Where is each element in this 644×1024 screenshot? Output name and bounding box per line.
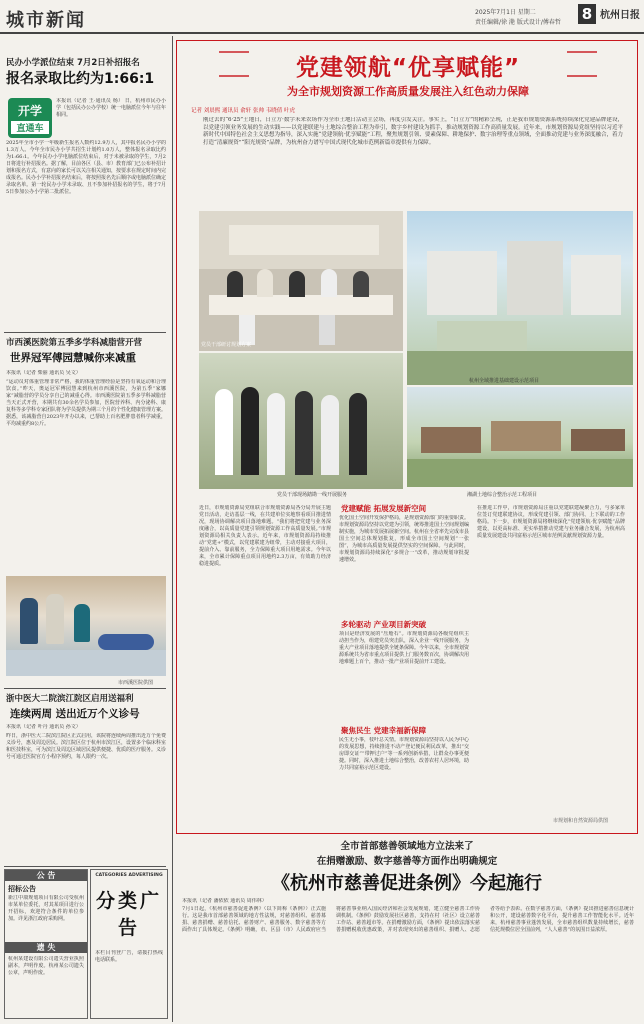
notice-title: 招标公告 [8,885,36,893]
story2-body: “运动员对体重管理非常严格，我的体重管理经验是坚持有氧运动和合理饮食。”昨天，奥运冠军傅园慧来到杭州市西溪医院，为第五季“家娜家”减脂营的学员分享自己的减重心得。市西溪医院第五季多学科减脂营当天正式开营，本期共有30余名学员参加，医院营养科、内分泌科、康复科等多学科专家团队将为学员提供为期三个月的个性化健康管理方案。据悉，该减脂营自2023年开办以来，已帮助上百名肥胖患者科学减重，平均减重约8公斤。 [6,379,166,427]
school-badge [8,98,52,138]
notice-header: 公 告 [5,870,87,881]
notice-body-2: 杭州某建设有限公司遗失营业执照副本，声明作废。杭州某公司遗失公章，声明作废。 [8,956,84,976]
story2-photo [6,576,166,676]
section2-body: 优化国土空间开发保护格局，是规划资源部门的重要职责。市规划资源局坚持以党建为引领，统筹推进国土空间规划编制实施，为城市发展拓展新空间。杭州在全省率先完成市县国土空间总体规划批复，形成全市国土空间规划“一张图”，为城市高质量发展提供坚实的空间保障。与此同时，市规划资源局持续深化“多规合一”改革，推动规划审批提速增效。 [339,515,469,563]
photo-site-caption: 党员干部现场踏勘一线开展服务 [277,492,348,498]
page-number: 8 [578,4,596,24]
photo-meeting [199,211,403,351]
photo-campus [407,211,633,385]
badge-top: 开学 [17,104,42,118]
story2-headline: 世界冠军傅园慧喊你来减重 [10,352,136,364]
badge-bottom: 直通车 [11,121,49,134]
story2-photo-caption: 市西溪医院供图 [118,680,154,686]
story1-headline: 报名录取比约为1:66:1 [6,71,155,87]
section4-body: 民生无小事，枝叶总关情。市规划资源局坚持以人民为中心的发展思想，持续推进不动产登记便民利民改革，推出“交房即交证”“带押过户”等一系列创新举措，让群众办事更便捷。同时，深入推进土地综合整治，改善农村人居环境，助力共同富裕示范区建设。 [339,737,469,771]
bottom-kicker-1: 全市首部慈善领域地方立法来了 [340,841,474,852]
bottom-story [176,838,638,1022]
notice-box [4,869,88,1019]
bottom-kicker-2: 在捐赠激励、数字慈善等方面作出明确规定 [316,856,498,867]
source-tag: 市规划和自然资源局供图 [553,818,609,824]
story3-byline: 本报讯（记者 叶丹 通讯员 孙文） [6,724,81,730]
story1-kicker: 民办小学派位结束 7月2日补招报名 [6,58,140,68]
story2-kicker: 市西溪医院第五季多学科减脂营开营 [6,338,143,348]
page-masthead [0,0,644,34]
main-feature [176,40,638,834]
photo-village [407,387,633,487]
photo-campus-caption: 杭州全域推进基础建设示范项目 [469,378,540,384]
main-col1-body: 近日，市规划资源局党组联合市规划资源局各分局开展主题党日活动，走访基层一线，在共建单位实地察看项目推进情况，现场协调解决项目落地难题。“我们将把党建与业务深度融合，以高质量党建引领规划资源工作高质量发展。”市规划资源局相关负责人表示。近年来，市规划资源局持续推动“党建+”模式，以党建联建为纽带，主动对接重大项目，提前介入、靠前服务，全力保障重大项目用地需求。今年以来，全市累计保障重点项目用地约2.3万亩，有效助力经济稳进提质。 [199,505,331,567]
bottom-headline: 《杭州市慈善促进条例》今起施行 [272,873,542,894]
classified-box [90,869,168,1019]
main-col3-body: 在推进工作中，市规划资源局注重以党建联建凝聚合力，与多家单位签订党建联建协议，形成党建引领、部门协同、上下联动的工作格局。下一步，市规划资源局将继续深化“党建领航·优享赋能”品牌建设，以更高标准、更实举措推动党建与业务融合发展，为杭州高质量发展建设共同富裕示范区城市范例贡献规划资源力量。 [477,505,625,539]
notice-header-2: 遗 失 [5,942,87,953]
main-title-pre: 党建领航 [295,55,392,81]
photo-village-caption: 湘湖土地综合整治示范工程项目 [467,492,538,498]
date-line: 2025年7月1日 星期二 [475,9,536,16]
story3-kicker: 浙中医大二院滨江院区启用送福利 [6,694,134,704]
section3-title: 多轮驱动 产业项目新突破 [341,620,427,629]
main-title [177,49,639,82]
section-title: 城市新闻 [6,10,86,31]
story3-headline: 连续两周 送出近万个义诊号 [10,708,140,720]
section3-body: 项目是经济发展的“压舱石”。市规划资源局各级党组织主动担当作为，组建党员突击队，深入企业一线开展服务，为重大产业项目落地提供全链条保障。今年以来，全市规划资源系统共为省市重点项目提供上门服务数百次，协调解决用地难题上百个，推动一批产业项目提前开工建设。 [339,631,469,665]
left-column [0,36,170,1024]
main-lead: 刚过去的“6·25”土地日，日立方·数字未来农场作为全市土地日活动主会场，再度引发关注。事实上，“日立方”的精彩呈现，正是我市规划资源系统持续深化党建品牌建设，以党建引领业务发展的生动实践——以党建联建与土地综合整治工程为牵引，数字乡村建设为抓手，推动规划资源工作高质量发展。近年来，市规划资源局党组坚持以习近平新时代中国特色社会主义思想为指导，深入实施“党建领航·优享赋能”工程，聚焦规划引领、要素保障、耕地保护、数字治理等重点领域，全面推动党建与业务深度融合，着力打造“清廉规资”“阳光规资”品牌，为杭州奋力谱写中国式现代化城市范例新篇章提供有力保障。 [203,117,623,146]
story1-byline: 本报讯（记者 王·通讯员 杨） 日，杭州市民办小学（包括民办公办学校）统一电脑派位今年与往年相同。 [56,98,166,118]
main-subtitle: 为全市规划资源工作高质量发展注入红色动力保障 [287,85,529,98]
main-title-quote: “优享赋能” [391,55,521,81]
paper-name: 杭州日报 [600,10,640,21]
bottom-body: 7月1日起，《杭州市慈善促进条例》（以下简称《条例》）正式施行。这是我市首部慈善领域的地方性法规，对慈善组织、慈善募捐、慈善捐赠、慈善信托、慈善财产、慈善服务、数字慈善等方面作出了具体规定。《条例》明确，市、区县（市）人民政府应当将慈善事业纳入国民经济和社会发展规划，建立健全慈善工作协调机制。《条例》鼓励发展社区慈善，支持在村（社区）设立慈善工作站、慈善超市等。在捐赠激励方面，《条例》提出依法落实慈善捐赠税收优惠政策，并对表现突出的慈善组织、捐赠人、志愿者等给予表彰。在数字慈善方面，《条例》提出推进慈善信息统计和公开，建设慈善数字化平台，提升慈善工作智能化水平。近年来，杭州慈善事业蓬勃发展，全市慈善组织数量持续增长，慈善信托规模位居全国前列，“人人慈善”的氛围日益浓厚。 [182,906,634,933]
section2-title: 党建赋能 拓展发展新空间 [341,504,427,513]
story1-body: 2025年全市小学一年级新生报名人数约12.9万人，其中报名民办小学的1.3万人。今年全市民办小学共招生计划约1.0万人，整体报名录取比约为1:66:1。今年民办小学电脑派位结束后，对于未被录取的学生，7月2日将进行补招报名。据了解，目前各区（县、市）教育部门已公布补招计划和报名方式，有意向的家长可以关注相关通知，按要求在规定时间内完成报名。民办小学补招报名结束后，将按照报名先后顺序或电脑派位确定录取名单。第一轮民办小学未录取、且不参加补招报名的学生，将于7月5日参加公办小学第二批派位。 [6,140,166,195]
editors-line: 责任编辑/徐 滟 版式设计/傅春哲 [475,19,561,26]
story3-body: 昨日，浙中医大二院滨江院区正式启用，该院将连续两周推出近万个免费义诊号，惠及周边居民。滨江院区位于杭州市滨江区，设置多个临床科室和医技科室，可为滨江及周边区域居民提供便捷、优质的医疗服务。义诊号可通过医院官方小程序预约，每人限约一次。 [6,733,166,760]
photo-meeting-caption: 党员干部研讨规划方案 [201,342,252,348]
classified-title: 分类广告 [95,890,162,939]
bottom-byline: 本报讯（记者 潘依依 通讯员 周伟林） [182,898,267,904]
story2-byline: 本报讯（记者 柴丽 通讯员 吴文） [6,370,81,376]
notice-body: 新江中康规划项目有限公司受杭州市某单位委托，对其某项目进行公开招标，欢迎符合条件的单位参加。详见浙江政府采购网。 [8,895,84,922]
photo-site [199,353,403,489]
classified-sub: 本栏目刊登广告，请拨打热线电话联系。 [95,950,163,963]
classified-en: CATEGORIES ADVERTISING [95,873,163,878]
section4-title: 聚焦民生 党建幸福新保障 [341,726,427,735]
main-byline: 记者 刘晨熙 通讯员 俞轩 张帅 韦晓倩 叶虎 [191,108,295,114]
